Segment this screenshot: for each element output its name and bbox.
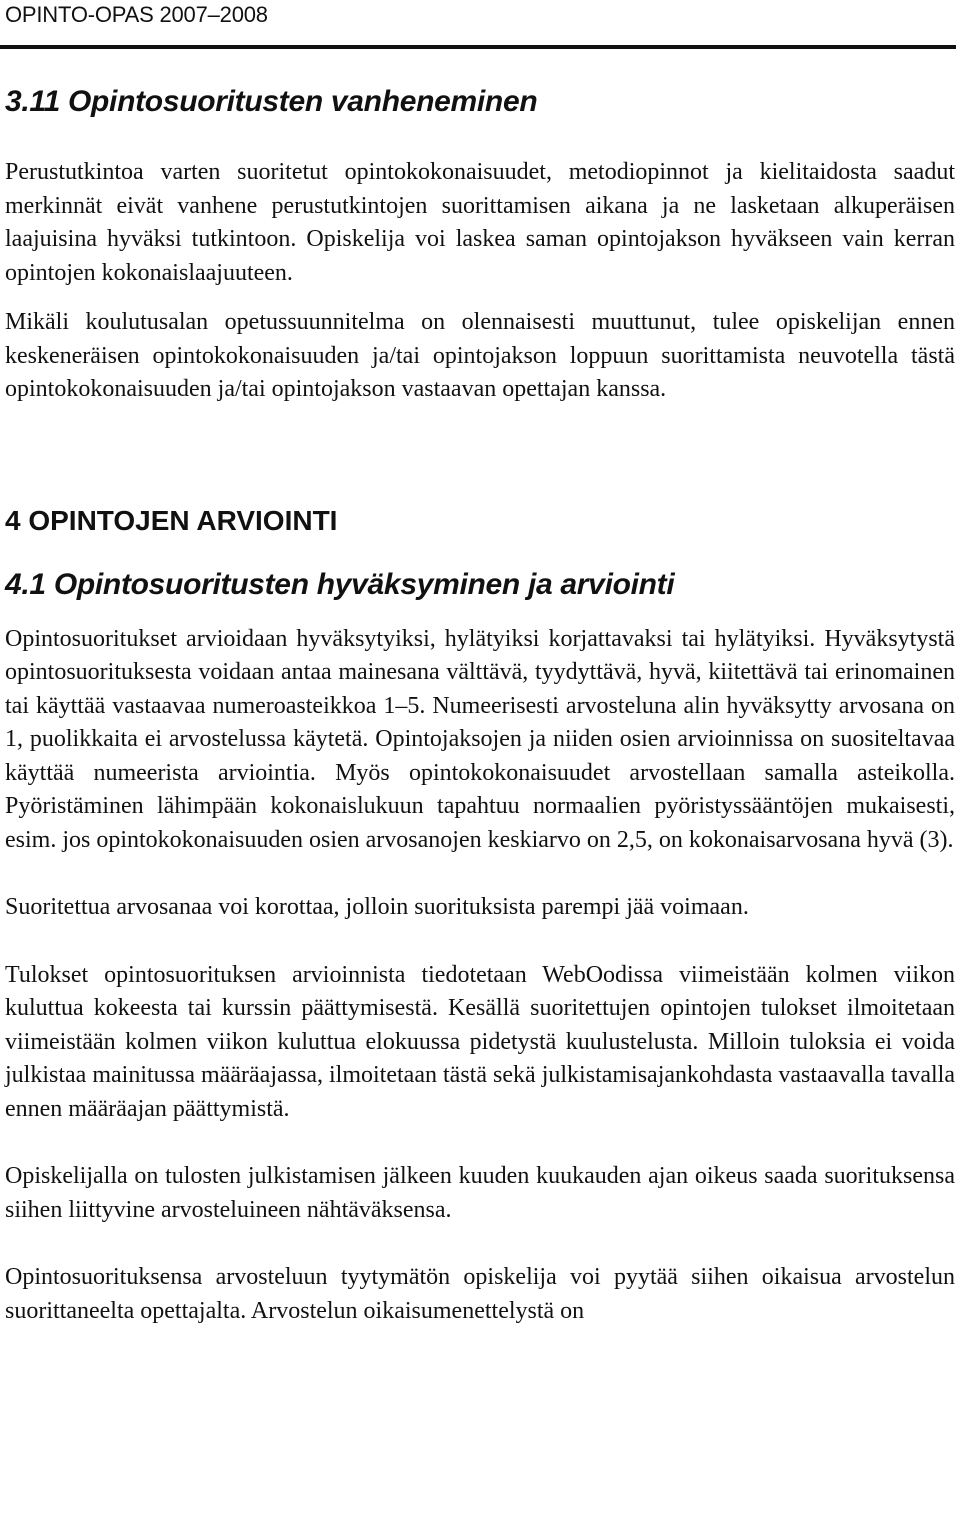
paragraph: Perustutkintoa varten suoritetut opintokokonaisuudet, metodiopinnot ja kielitaidosta saadut merkinnät eivät vanhene perustutkintojen suorittamisen aikana ja ne lasketaan alkuperäisen laajuisina hyväksi tutkintoon. Opiskelija voi laskea saman opintojakson hyväkseen vain kerran opintojen kokonaislaajuuteen.	[5, 159, 955, 286]
section-heading-3-11: 3.11 Opintosuoritusten vanheneminen	[5, 85, 538, 118]
paragraph: Suoritettua arvosanaa voi korottaa, jolloin suorituksista parempi jää voimaan.	[5, 894, 749, 920]
paragraph: Opintosuoritukset arvioidaan hyväksytyiksi, hylätyiksi korjattavaksi tai hylätyiksi. Hyväksytystä opintosuorituksesta voidaan antaa mainesana välttävä, tyydyttävä, hyvä, kiitettävä tai erinomainen tai käyttää vastaavaa numeroasteikkoa 1–5. Numeerisesti arvosteluna alin hyväksytty arvosana on 1, puolikkaita ei arvostelussa käytetä. Opintojaksojen ja niiden osien arvioinnissa on suositeltavaa käyttää numeerista arviointia. Myös opintokokonaisuudet arvostellaan samalla asteikolla. Pyöristäminen lähimpään kokonaislukuun tapahtuu normaalien pyöristyssääntöjen mukaisesti, esim. jos opintokokonaisuuden osien arvosanojen keskiarvo on 2,5, on kokonaisarvosana hyvä (3).	[5, 625, 955, 853]
section-heading-4-1: 4.1 Opintosuoritusten hyväksyminen ja arviointi	[5, 567, 675, 601]
chapter-heading-4: 4 OPINTOJEN ARVIOINTI	[5, 504, 338, 536]
header-rule	[0, 45, 956, 49]
page-content	[5, 82, 955, 1328]
paragraph: Opintosuorituksensa arvosteluun tyytymätön opiskelija voi pyytää siihen oikaisua arvostelun suorittaneelta opettajalta. Arvostelun oikaisumenettelystä on	[5, 1264, 955, 1324]
paragraph: Tulokset opintosuorituksen arvioinnista tiedotetaan WebOodissa viimeistään kolmen viikon kuluttua kokeesta tai kurssin päättymisestä. Kesällä suoritettujen opintojen tulokset ilmoitetaan viimeistään kolmen viikon kuluttua elokuussa pidetystä kuulustelusta. Milloin tuloksia ei voida julkistaa mainitussa määräajassa, ilmoitetaan tästä sekä julkistamisajankohdasta vastaavalla tavalla ennen määräajan päättymistä.	[5, 961, 955, 1122]
spacer	[5, 423, 955, 503]
running-header: OPINTO-OPAS 2007–2008	[5, 2, 268, 27]
paragraph: Opiskelijalla on tulosten julkistamisen jälkeen kuuden kuukauden ajan oikeus saada suorituksensa siihen liittyvine arvosteluineen nähtäväksensa.	[5, 1163, 955, 1223]
paragraph: Mikäli koulutusalan opetussuunnitelma on olennaisesti muuttunut, tulee opiskelijan ennen keskeneräisen opintokokonaisuuden ja/tai opintojakson loppuun suorittamista neuvotella tästä opintokokonaisuuden ja/tai opintojakson vastaavan opettajan kanssa.	[5, 309, 955, 402]
